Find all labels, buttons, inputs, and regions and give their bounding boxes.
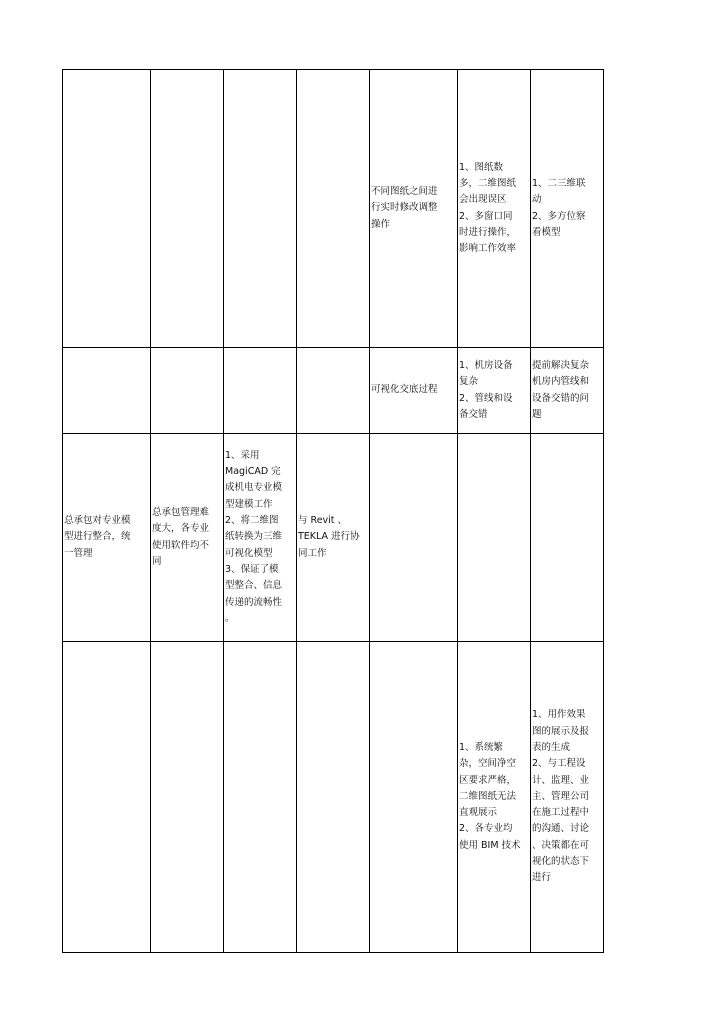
table-cell (458, 434, 531, 642)
table-cell: 不同图纸之间进 行实时修改调整 操作 (370, 70, 458, 348)
table-cell (370, 434, 458, 642)
table-cell (151, 348, 224, 434)
table-cell: 1、机房设备 复杂 2、管线和设 备交错 (458, 348, 531, 434)
table-cell (151, 642, 224, 953)
table-cell (370, 642, 458, 953)
table-cell: 总承包对专业模 型进行整合，统 一管理 (63, 434, 151, 642)
table-cell: 与 Revit 、 TEKLA 进行协 同工作 (297, 434, 370, 642)
table-cell: 1、系统繁 杂，空间净空 区要求严格， 二维图纸无法 直观展示 2、各专业均 使用 BIM 技术 (458, 642, 531, 953)
table-cell (531, 434, 604, 642)
table-cell: 1、采用 MagiCAD 完 成机电专业模 型建模工作 2、将二维图 纸转换为三维 可视化模型 3、保证了模 型整合、信息 传递的流畅性 。 (224, 434, 297, 642)
table-cell (297, 642, 370, 953)
table-cell: 可视化交底过程 (370, 348, 458, 434)
table-cell: 提前解决复杂 机房内管线和 设备交错的问 题 (531, 348, 604, 434)
table-cell (224, 642, 297, 953)
table-cell (63, 348, 151, 434)
table-row (63, 70, 604, 348)
table-cell: 1、二三维联 动 2、多方位察 看模型 (531, 70, 604, 348)
table-row (63, 434, 604, 642)
table-cell: 1、用作效果 图的展示及报 表的生成 2、与工程设 计、监理、业 主、管理公司 在施工过程中 的沟通、讨论 、决策都在可 视化的状态下 进行 (531, 642, 604, 953)
content-table (62, 69, 604, 953)
table-cell: 1、图纸数 多，二维图纸 会出现误区 2、多窗口同 时进行操作， 影响工作效率 (458, 70, 531, 348)
table-cell (63, 70, 151, 348)
table-cell: 总承包管理难 度大，各专业 使用软件均不 同 (151, 434, 224, 642)
table-cell (151, 70, 224, 348)
table-cell (63, 642, 151, 953)
table-cell (297, 348, 370, 434)
table-cell (224, 348, 297, 434)
table-cell (224, 70, 297, 348)
table-row (63, 642, 604, 953)
table-cell (297, 70, 370, 348)
table-row (63, 348, 604, 434)
